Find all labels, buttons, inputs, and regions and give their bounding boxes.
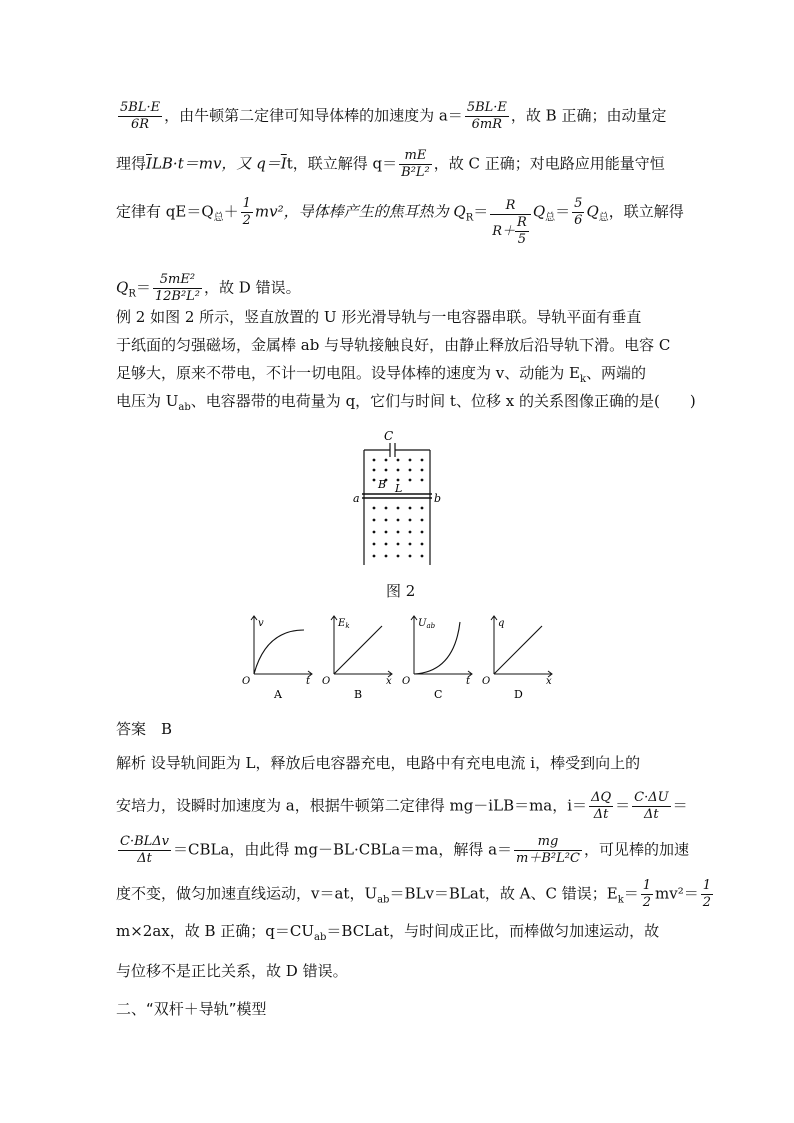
svg-text:a: a xyxy=(353,492,360,505)
field-dot xyxy=(373,519,376,522)
field-dot xyxy=(421,543,424,546)
graph-C xyxy=(400,612,480,702)
field-dot xyxy=(421,555,424,558)
y-axis-label: $E_k$ xyxy=(338,618,350,630)
y-axis-label: q xyxy=(498,618,505,629)
x-axis-label: t xyxy=(466,676,471,687)
para1-line1 xyxy=(116,100,678,133)
field-dot xyxy=(397,555,400,558)
origin-label: O xyxy=(482,676,491,687)
origin-label: O xyxy=(242,676,251,687)
example-line4: 电压为 $U_{ab}$、电容器带的电荷量为 q，它们与时间 t、位移 x 的关系图像正确的是( ) xyxy=(116,392,696,413)
graph-options xyxy=(240,612,560,702)
field-dot xyxy=(397,531,400,534)
graph-option-label: A xyxy=(274,688,282,701)
field-dot xyxy=(421,531,424,534)
fraction: $\frac{mE}{\text{B²L²}}$ xyxy=(401,148,430,180)
field-dot xyxy=(397,507,400,510)
figure-2-caption: 图 2 xyxy=(386,582,416,600)
field-dot xyxy=(385,519,388,522)
analysis-line2: 安培力，设瞬时加速度为 a，根据牛顿第二定律得 mg－iLB＝ma，i＝ $\frac{\Delta Q}{\Delta t}$ ＝ $\frac{C\cdot\Delta U}{\Delta t}$ ＝ xyxy=(116,790,688,822)
field-dot xyxy=(373,531,376,534)
field-dot xyxy=(385,531,388,534)
field-dot xyxy=(385,507,388,510)
example-line1: 例 2 如图 2 所示，竖直放置的 U 形光滑导轨与一电容器串联。导轨平面有垂直 xyxy=(116,308,642,326)
graph-D xyxy=(480,612,560,702)
field-dot xyxy=(409,507,412,510)
field-dot xyxy=(421,479,424,482)
example-line3: 足够大，原来不带电，不计一切电阻。设导体棒的速度为 v、动能为 $E_k$、两端的 xyxy=(116,364,647,385)
graph-curve xyxy=(254,630,304,674)
section-heading: 二、“双杆＋导轨”模型 xyxy=(116,1000,267,1018)
field-dot xyxy=(421,507,424,510)
y-axis-label: $U_{ab}$ xyxy=(418,618,436,630)
fraction: $\frac{5BL\cdot E}{6mR}$ xyxy=(466,100,507,132)
field-dot xyxy=(373,469,376,472)
field-dot xyxy=(409,519,412,522)
field-dot xyxy=(409,543,412,546)
analysis-line4: 度不变，做匀加速直线运动，v＝at，$U_{ab}=BLv=BLat$，故 A、C 错误；$E_k=$ $\frac{1}{2}$ mv²＝ $\frac{1}{2}$ xyxy=(116,878,712,910)
origin-label: O xyxy=(322,676,331,687)
graph-B xyxy=(320,612,400,702)
field-dot xyxy=(409,555,412,558)
text: ，由牛顿第二定律可知导体棒的加速度为 a＝ xyxy=(164,106,463,125)
field-dot xyxy=(373,459,376,462)
graph-A xyxy=(240,612,320,702)
field-dot xyxy=(421,469,424,472)
field-dot xyxy=(373,543,376,546)
graph-option-label: B xyxy=(354,688,363,701)
svg-text:C: C xyxy=(384,430,394,443)
svg-text:B: B xyxy=(378,478,387,491)
field-dot xyxy=(397,459,400,462)
graph-option-label: C xyxy=(434,688,443,701)
analysis-line1: 解析 设导轨间距为 L，释放后电容器充电，电路中有充电电流 i，棒受到向上的 xyxy=(116,754,641,772)
field-dot xyxy=(397,469,400,472)
analysis-line3: $\frac{\text{C·BLΔv}}{\Delta t}$ ＝CBLa，由此得 mg－BL·CBLa＝ma，解得 a＝ $\frac{mg}{\text{m＋B²L²C}}$ ，可见棒的加速 xyxy=(120,834,689,866)
fraction: $\frac{5BL\cdot E}{6R}$ xyxy=(120,100,161,132)
svg-text:b: b xyxy=(434,492,442,505)
para1-line2: 理得$\overline{I}LB\cdot t=mv$，又 $q=\overline{I}t$，联立解得 q＝ $\frac{mE}{\text{B²L²}}$ ，故 C 正确；对电路应用能量守恒 xyxy=(116,148,665,180)
field-dot xyxy=(385,543,388,546)
field-dot xyxy=(421,459,424,462)
field-dot xyxy=(409,459,412,462)
field-dot xyxy=(373,507,376,510)
field-dot xyxy=(397,543,400,546)
field-dot xyxy=(421,519,424,522)
svg-text:L: L xyxy=(395,482,403,495)
field-dot xyxy=(385,555,388,558)
y-axis-label: v xyxy=(258,618,264,629)
x-axis-label: x xyxy=(386,676,392,687)
field-dot xyxy=(409,479,412,482)
field-dot xyxy=(373,555,376,558)
x-axis-label: t xyxy=(306,676,311,687)
graph-curve xyxy=(494,626,542,674)
text: ，故 B 正确；由动量定 xyxy=(510,106,667,125)
field-dot xyxy=(409,469,412,472)
x-axis-label: x xyxy=(546,676,552,687)
field-dot xyxy=(397,519,400,522)
para1-line4: $Q_R=$ $\frac{\text{5mE²}}{\text{12B²L²}}$ ，故 D 错误。 xyxy=(116,272,301,304)
field-dot xyxy=(409,531,412,534)
field-dot xyxy=(397,479,400,482)
graph-option-label: D xyxy=(514,688,523,701)
figure-2-diagram xyxy=(350,430,450,570)
field-dot xyxy=(373,479,376,482)
example-line2: 于纸面的匀强磁场，金属棒 ab 与导轨接触良好，由静止释放后沿导轨下滑。电容 C xyxy=(116,336,671,354)
graph-curve xyxy=(334,626,382,674)
answer: 答案 B xyxy=(116,720,173,738)
analysis-line6: 与位移不是正比关系，故 D 错误。 xyxy=(116,962,348,980)
graph-curve xyxy=(414,622,460,674)
analysis-line5: m×2ax，故 B 正确；$q=CU_{ab}=BCLat$，与时间成正比，而棒做匀加速运动，故 xyxy=(116,922,660,943)
field-dot xyxy=(385,469,388,472)
origin-label: O xyxy=(402,676,411,687)
field-dot xyxy=(385,459,388,462)
para1-line3: 定律有 $qE=Q_总+$ $\frac{1}{2}$ mv²，导体棒产生的焦耳热为 $Q_R=$ R R＋ $\frac{R}{5}$ $Q_总=$ $\frac{5}{6}$ $Q_总$，联立解得 xyxy=(116,196,684,247)
